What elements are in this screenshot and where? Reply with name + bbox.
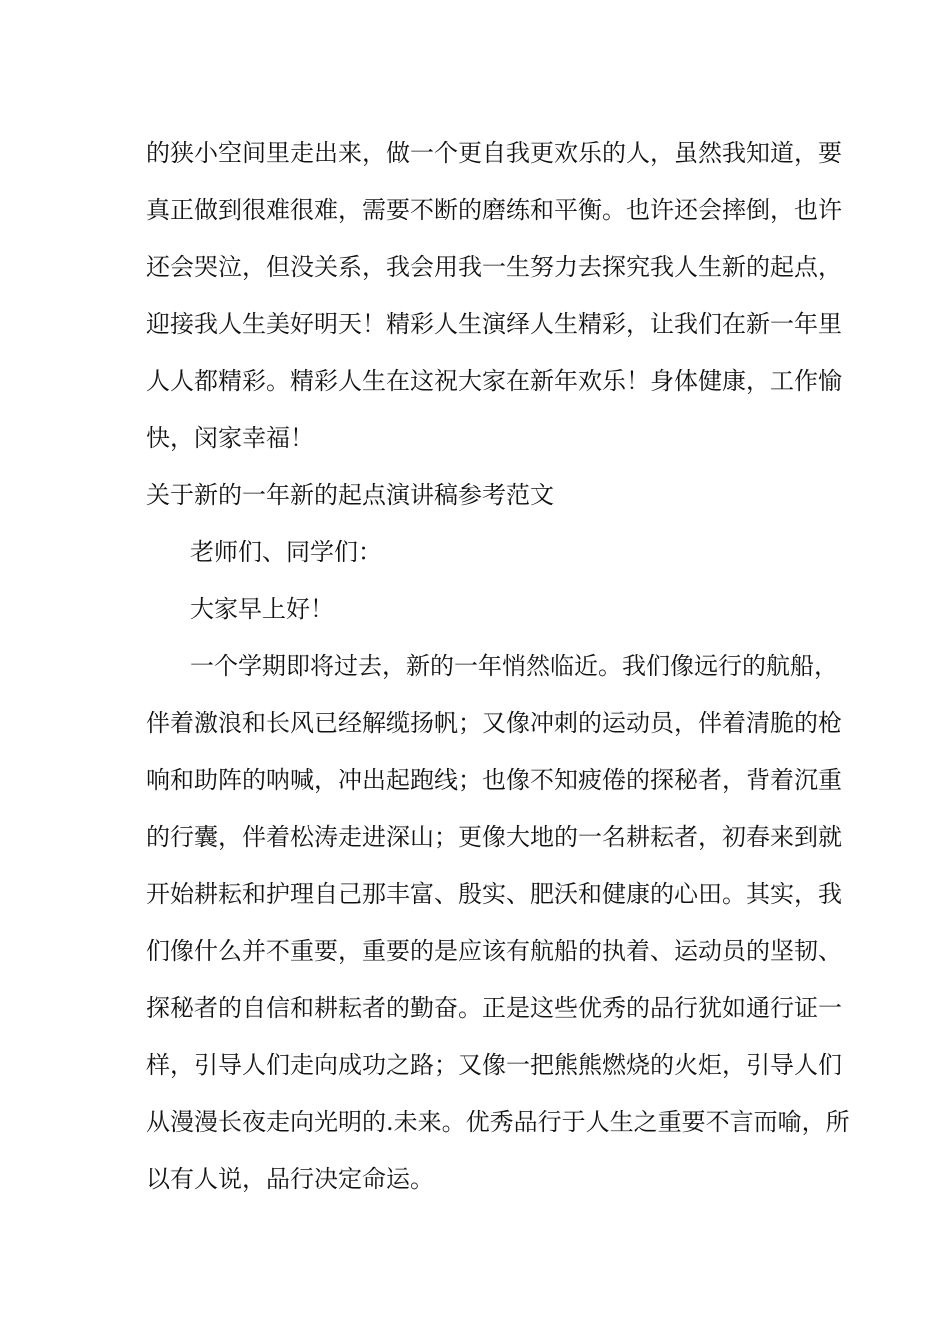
paragraph-line: 还会哭泣，但没关系，我会用我一生努力去探究我人生新的起点， [146,253,842,281]
paragraph-line: 样，引导人们走向成功之路；又像一把熊熊燃烧的火炬，引导人们 [146,1051,842,1079]
paragraph-line: 的行囊，伴着松涛走进深山；更像大地的一名耕耘者，初春来到就 [146,823,842,851]
greeting: 大家早上好！ [190,595,334,623]
paragraph-line: 人人都精彩。精彩人生在这祝大家在新年欢乐！身体健康，工作愉 [146,367,842,395]
paragraph-line: 迎接我人生美好明天！精彩人生演绎人生精彩，让我们在新一年里 [146,310,842,338]
paragraph-line: 伴着激浪和长风已经解缆扬帆；又像冲刺的运动员，伴着清脆的枪 [146,709,842,737]
salutation: 老师们、同学们： [190,538,382,566]
paragraph-line: 真正做到很难很难，需要不断的磨练和平衡。也许还会摔倒，也许 [146,196,842,224]
paragraph-line: 从漫漫长夜走向光明的.未来。优秀品行于人生之重要不言而喻，所 [146,1108,850,1136]
paragraph-line: 快，闵家幸福！ [146,424,314,452]
paragraph-line: 一个学期即将过去，新的一年悄然临近。我们像远行的航船， [190,652,838,680]
paragraph-line: 的狭小空间里走出来，做一个更自我更欢乐的人，虽然我知道，要 [146,139,842,167]
paragraph-line: 以有人说，品行决定命运。 [146,1165,434,1193]
section-title: 关于新的一年新的起点演讲稿参考范文 [146,481,554,509]
paragraph-line: 们像什么并不重要，重要的是应该有航船的执着、运动员的坚韧、 [146,937,842,965]
paragraph-line: 响和助阵的呐喊，冲出起跑线；也像不知疲倦的探秘者，背着沉重 [146,766,842,794]
paragraph-line: 探秘者的自信和耕耘者的勤奋。正是这些优秀的品行犹如通行证一 [146,994,842,1022]
paragraph-line: 开始耕耘和护理自己那丰富、殷实、肥沃和健康的心田。其实，我 [146,880,842,908]
